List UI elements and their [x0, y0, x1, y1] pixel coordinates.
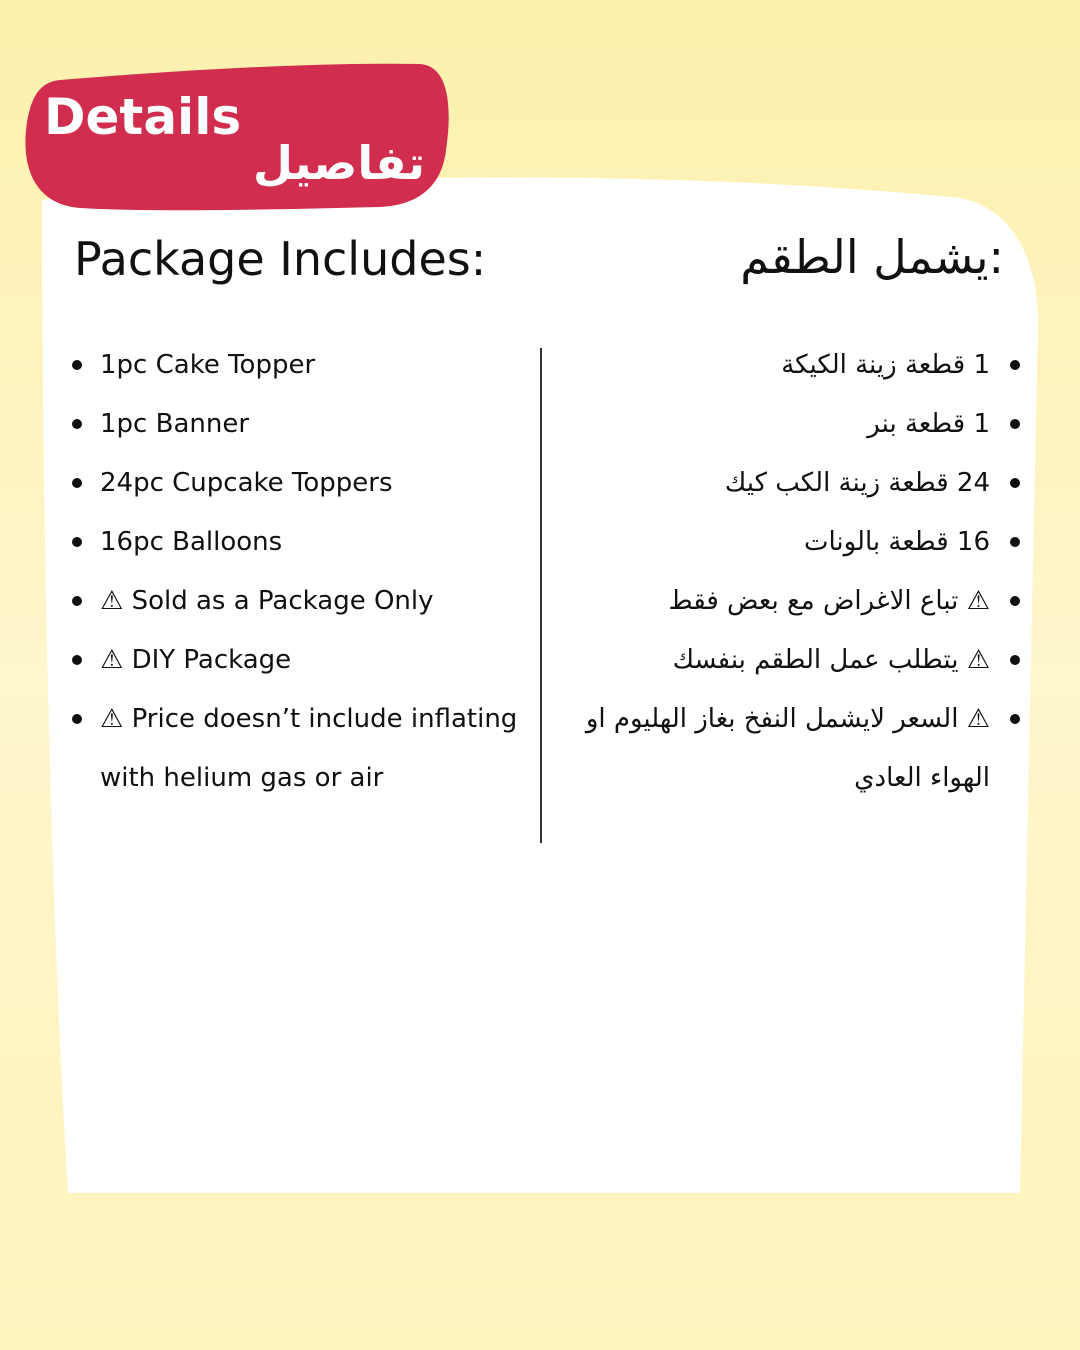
details-title-ar: تفاصيل [253, 136, 425, 190]
list-item [72, 336, 522, 395]
list-item [550, 690, 1020, 808]
bullet-icon [72, 655, 82, 665]
bullet-icon [72, 537, 82, 547]
list-item [550, 395, 1020, 454]
list-item-text: ⚠ Sold as a Package Only [100, 586, 434, 616]
list-item [72, 631, 522, 690]
bullet-icon [72, 419, 82, 429]
list-item-text: 1pc Banner [100, 409, 250, 439]
list-item-text: 1 قطعة بنر [867, 409, 990, 439]
package-list-en [72, 336, 522, 808]
bullet-icon [1010, 596, 1020, 606]
list-item-text: 16 قطعة بالونات [803, 527, 990, 557]
list-item [550, 572, 1020, 631]
column-divider [540, 348, 542, 843]
list-item [72, 395, 522, 454]
package-includes-heading-ar: :يشمل الطقم [740, 230, 1004, 284]
list-item-text: 24pc Cupcake Toppers [100, 468, 393, 498]
bullet-icon [1010, 478, 1020, 488]
list-item [72, 690, 522, 808]
list-item-text: 16pc Balloons [100, 527, 283, 557]
bullet-icon [1010, 714, 1020, 724]
list-item-text: 1pc Cake Topper [100, 350, 316, 380]
package-includes-heading-en: Package Includes: [74, 232, 487, 286]
list-item [550, 631, 1020, 690]
list-item-text: ⚠ يتطلب عمل الطقم بنفسك [672, 645, 990, 675]
list-item-text: ⚠ Price doesn’t include inflating with helium gas or air [100, 704, 518, 793]
list-item-text: 24 قطعة زينة الكب كيك [724, 468, 990, 498]
bullet-icon [1010, 360, 1020, 370]
list-item [550, 454, 1020, 513]
list-item-text: 1 قطعة زينة الكيكة [781, 350, 990, 380]
package-list-ar [550, 336, 1020, 808]
bullet-icon [72, 478, 82, 488]
bullet-icon [1010, 655, 1020, 665]
list-item [72, 454, 522, 513]
list-item [72, 572, 522, 631]
bullet-icon [72, 360, 82, 370]
list-item-text: ⚠ DIY Package [100, 645, 292, 675]
list-item [72, 513, 522, 572]
bullet-icon [72, 714, 82, 724]
list-item [550, 513, 1020, 572]
list-item-text: ⚠ السعر لايشمل النفخ بغاز الهليوم او الهواء العادي [585, 704, 990, 793]
details-title-en: Details [44, 88, 242, 146]
list-item [550, 336, 1020, 395]
list-item-text: ⚠ تباع الاغراض مع بعض فقط [668, 586, 990, 616]
bullet-icon [1010, 537, 1020, 547]
bullet-icon [1010, 419, 1020, 429]
bullet-icon [72, 596, 82, 606]
